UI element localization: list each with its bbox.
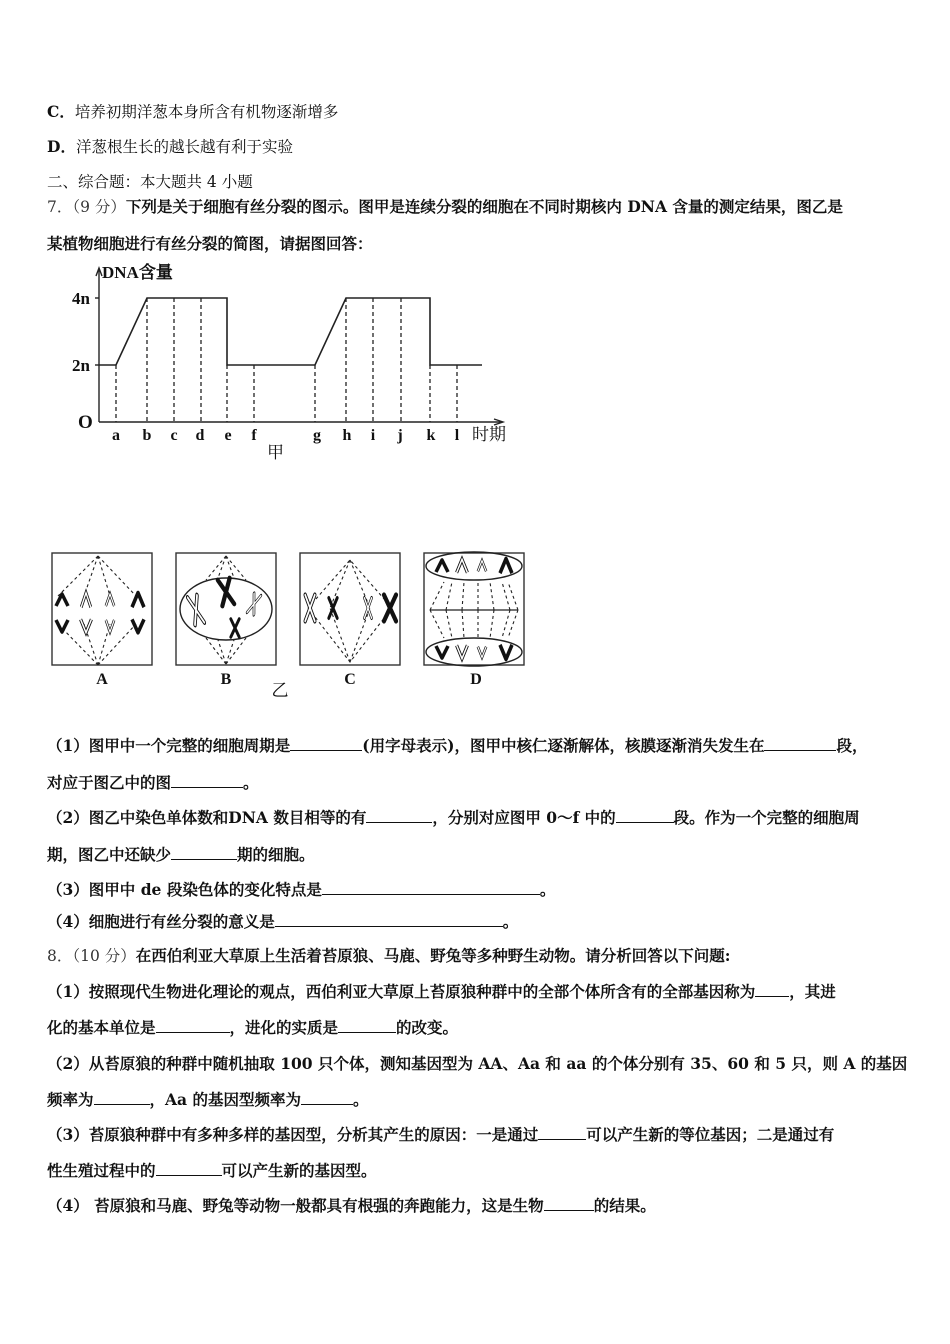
- text: 和: [754, 1054, 770, 1073]
- text: 段，: [836, 736, 868, 755]
- text: ，Aa: [149, 1090, 188, 1109]
- q7-stem-text: 下列是关于细胞有丝分裂的图示。图甲是连续分裂的细胞在不同时期核内: [125, 197, 622, 216]
- answer-blank[interactable]: [156, 1018, 230, 1033]
- x-tick-d: d: [195, 427, 205, 444]
- text: A: [843, 1054, 856, 1073]
- panel-label-a: A: [96, 671, 108, 688]
- answer-blank[interactable]: [538, 1125, 586, 1140]
- option-c: [47, 102, 338, 122]
- text: 期，图乙中还缺少: [47, 845, 172, 864]
- x-tick-c: c: [170, 427, 178, 444]
- figure-jia-dna-chart: [62, 258, 522, 463]
- q8-sub1-line2: [47, 1018, 458, 1038]
- text: （4） 苔原狼和马鹿、野兔等动物一般都具有根强的奔跑能力，这是生物: [47, 1196, 544, 1215]
- text: （1）图甲中一个完整的细胞周期是: [47, 736, 291, 755]
- panel-a: [52, 553, 152, 665]
- text: 的基因: [860, 1054, 908, 1073]
- text: （2）图乙中染色单体数和: [47, 808, 229, 827]
- text: 的基因型频率为: [192, 1090, 302, 1109]
- origin-label: O: [78, 412, 93, 433]
- q8-sub2-line1: [47, 1054, 907, 1074]
- text: 中的: [584, 808, 616, 827]
- text: 可以产生新的基因型。: [221, 1161, 377, 1180]
- question-number: 7．: [47, 198, 73, 216]
- panel-d: [424, 552, 524, 666]
- text: 段。作为一个完整的细胞周: [673, 808, 860, 827]
- panel-label-c: C: [344, 671, 356, 688]
- answer-blank[interactable]: [301, 1090, 353, 1105]
- text: （1）按照现代生物进化理论的观点，西伯利亚大草原上苔原狼种群中的全部个体所含有的全部基因称为: [47, 982, 756, 1001]
- question-points: （10 分）: [72, 947, 136, 965]
- x-tick-k: k: [426, 427, 436, 444]
- text: 频率为: [47, 1090, 94, 1109]
- text: （2）从苔原狼的种群中随机抽取: [47, 1054, 275, 1073]
- x-tick-e: e: [224, 427, 232, 444]
- answer-blank[interactable]: [544, 1196, 594, 1211]
- text: 化的基本单位是: [47, 1018, 156, 1037]
- answer-blank[interactable]: [764, 736, 836, 751]
- q7-sub1-line2: [47, 773, 259, 793]
- q8-sub1-line1: [47, 982, 836, 1002]
- text: 只，则: [791, 1054, 838, 1073]
- x-tick-b: b: [142, 427, 152, 444]
- q7-stem-line1: [47, 197, 843, 217]
- text: 。: [243, 773, 259, 792]
- option-text: 洋葱根生长的越长越有利于实验: [75, 138, 293, 156]
- text: 可以产生新的等位基因；二是通过有: [586, 1125, 835, 1144]
- q8-sub3-line2: [47, 1161, 377, 1181]
- figure-caption-yi: 乙: [271, 681, 289, 698]
- text: 在西伯利亚大草原上生活着苔原狼、马鹿、野兔等多种野生动物。请分析回答以下问题:: [135, 946, 731, 965]
- panel-label-d: D: [470, 671, 482, 688]
- q8-stem: [47, 946, 731, 966]
- text: (用字母表示)，图甲中核仁逐渐解体，核膜逐渐消失发生在: [362, 736, 765, 755]
- text: 35、60: [690, 1054, 749, 1073]
- x-tick-f: f: [251, 427, 257, 444]
- answer-blank[interactable]: [338, 1018, 396, 1033]
- text: 100: [280, 1054, 313, 1073]
- q8-sub2-line2: [47, 1090, 369, 1110]
- q7-sub2-line1: [47, 808, 860, 828]
- q7-stem-dna: DNA: [627, 197, 667, 216]
- x-axis-label: 时期: [472, 425, 506, 444]
- question-number: 8．: [47, 947, 73, 965]
- answer-blank[interactable]: [290, 736, 362, 751]
- x-tick-l: l: [454, 427, 460, 444]
- option-letter: D．: [47, 137, 76, 156]
- text: 的结果。: [593, 1196, 656, 1215]
- text: ，其进: [789, 982, 836, 1001]
- text: ，进化的实质是: [229, 1018, 339, 1037]
- text: （3）苔原狼种群中有多种多样的基因型，分析其产生的原因：一是通过: [47, 1125, 539, 1144]
- q7-stem-line2: 某植物细胞进行有丝分裂的简图，请据图回答：: [47, 234, 373, 253]
- x-tick-j: j: [397, 427, 403, 444]
- text: 的个体分别有: [591, 1054, 685, 1073]
- q7-sub3: [47, 880, 555, 900]
- text: AA、Aa: [478, 1054, 541, 1073]
- option-d: [47, 137, 293, 157]
- text: 的改变。: [396, 1018, 459, 1037]
- q7-sub2-line2: [47, 845, 315, 865]
- q7-stem-text-2: 含量的测定结果，图乙是: [672, 197, 843, 216]
- x-tick-a: a: [112, 427, 120, 444]
- answer-blank[interactable]: [275, 912, 503, 927]
- option-letter: C．: [47, 102, 75, 121]
- answer-blank[interactable]: [94, 1090, 150, 1105]
- figure-caption-jia: 甲: [267, 443, 284, 462]
- answer-blank[interactable]: [366, 808, 432, 823]
- answer-blank[interactable]: [171, 845, 237, 860]
- q8-sub3-line1: [47, 1125, 834, 1145]
- answer-blank[interactable]: [156, 1161, 222, 1176]
- y-axis-label: DNA含量: [102, 263, 173, 282]
- text: 5: [775, 1054, 787, 1073]
- q8-sub4: [47, 1196, 656, 1216]
- text: 只个体，测知基因型为: [317, 1054, 473, 1073]
- text: ，分别对应图甲: [432, 808, 541, 827]
- x-tick-i: i: [370, 427, 376, 444]
- text: 。: [539, 880, 556, 899]
- answer-blank[interactable]: [755, 982, 789, 997]
- text: 数目相等的有: [273, 808, 367, 827]
- figure-yi-mitosis-panels: [48, 548, 528, 698]
- text: 和: [545, 1054, 561, 1073]
- x-tick-g: g: [313, 427, 321, 444]
- text: 段染色体的变化特点是: [166, 880, 322, 899]
- q7-sub4: [47, 912, 518, 932]
- y-tick-4n: 4n: [72, 289, 90, 308]
- text: 期的细胞。: [237, 845, 315, 864]
- panel-c: [300, 553, 400, 665]
- dna-content-line: [99, 298, 482, 365]
- text: 对应于图乙中的图: [47, 773, 172, 792]
- text: 0～f: [546, 808, 580, 827]
- option-text: 培养初期洋葱本身所含有机物逐渐增多: [74, 103, 339, 121]
- y-tick-2n: 2n: [72, 356, 90, 375]
- text: 性生殖过程中的: [47, 1161, 156, 1180]
- section-heading: 二、综合题：本大题共 4 小题: [47, 173, 253, 191]
- x-tick-h: h: [342, 427, 352, 444]
- q7-sub1-line1: [47, 736, 867, 756]
- panel-b: [176, 553, 276, 665]
- text: de: [140, 880, 162, 899]
- answer-blank[interactable]: [616, 808, 674, 823]
- text: 。: [502, 912, 519, 931]
- answer-blank[interactable]: [322, 880, 540, 895]
- text: DNA: [228, 808, 268, 827]
- panel-label-b: B: [220, 671, 232, 688]
- answer-blank[interactable]: [171, 773, 243, 788]
- text: （4）细胞进行有丝分裂的意义是: [47, 912, 275, 931]
- text: aa: [566, 1054, 587, 1073]
- text: （3）图甲中: [47, 880, 136, 899]
- text: 。: [353, 1090, 369, 1109]
- question-points: （9 分）: [72, 198, 126, 216]
